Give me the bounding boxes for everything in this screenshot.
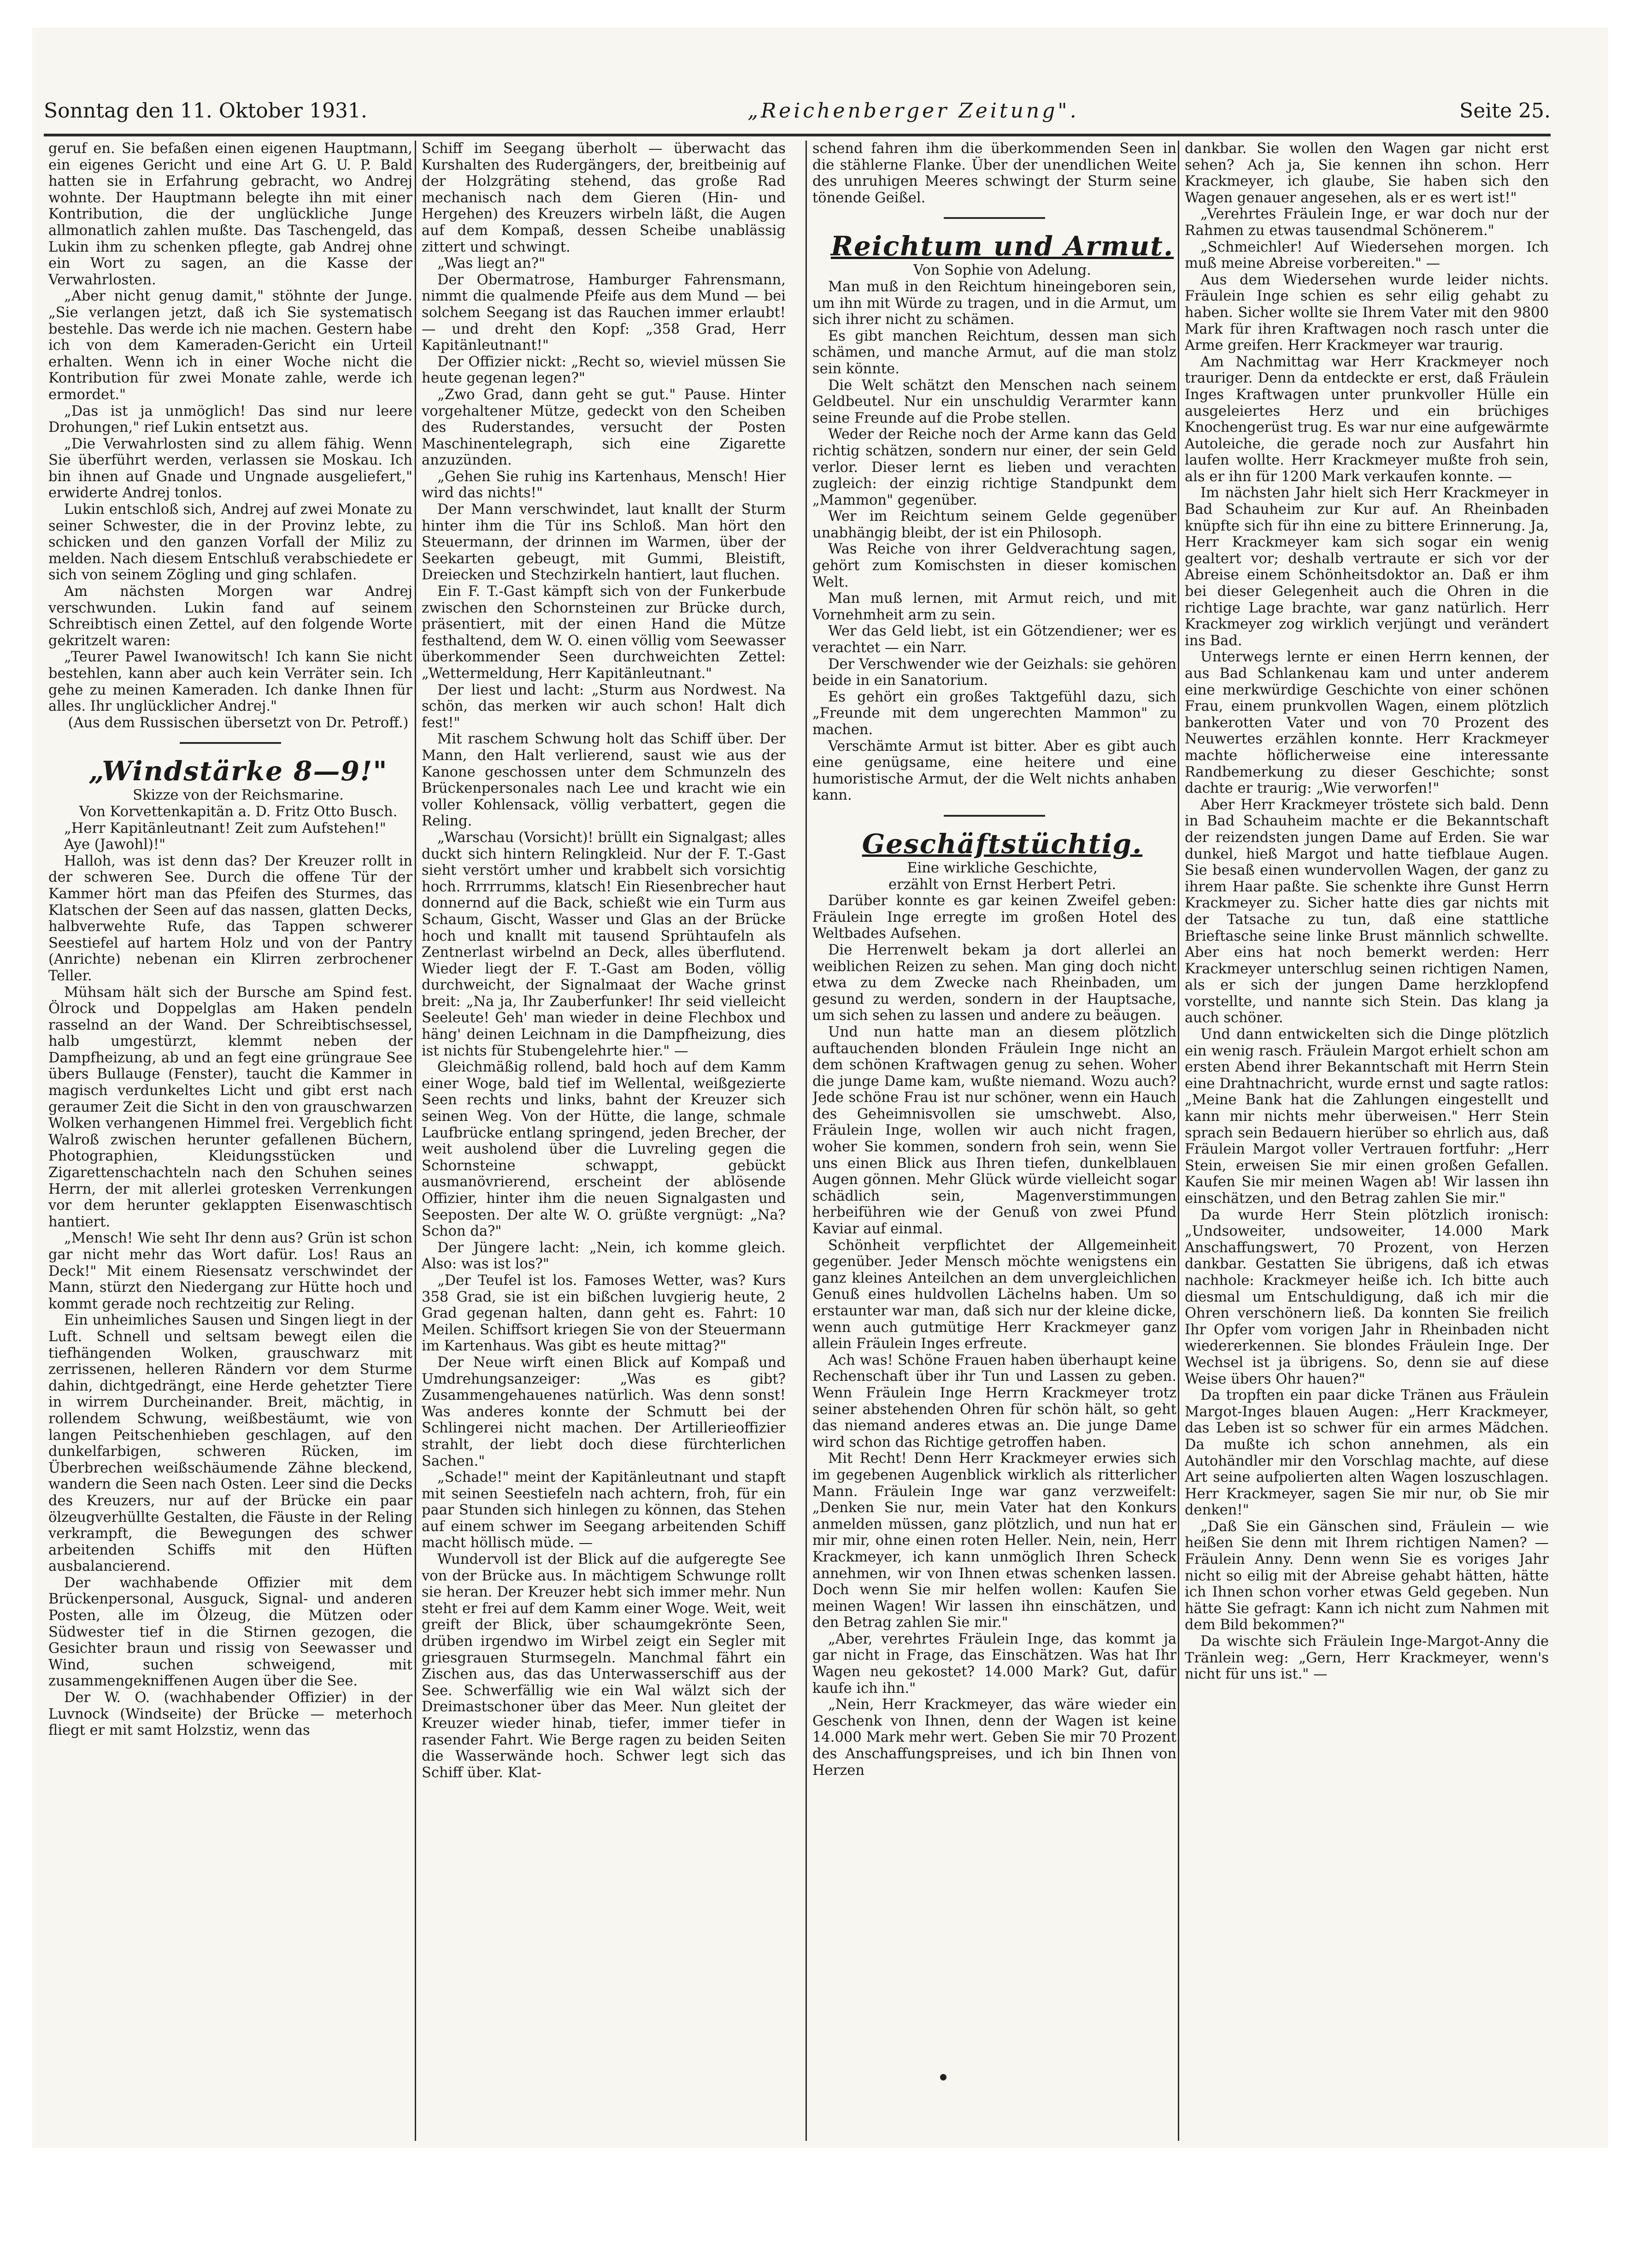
paragraph: Der liest und lacht: „Sturm aus Nordwest. Na schön, das merken wir auch schon! Halt dich fest!" bbox=[422, 682, 786, 731]
paragraph: Weder der Reiche noch der Arme kann das Geld richtig schätzen, sondern nur einer, der sein Geld verlor. Dieser lernt es lieben und verachten zugleich: der einzig richtige Standpunkt dem „Mammon" gegenüber. bbox=[812, 426, 1176, 508]
paragraph: Am nächsten Morgen war Andrej verschwunden. Lukin fand auf seinem Schreibtisch einen Zettel, auf den folgende Worte gekritzelt waren: bbox=[48, 583, 412, 649]
column-rule bbox=[1178, 141, 1179, 2141]
paragraph: „Der Teufel ist los. Famoses Wetter, was? Kurs 358 Grad, sie ist ein bißchen luvgierig heute, 2 Grad gegenan halten, dann geht es. Fahrt: 10 Meilen. Schiffsort kriegen Sie von der Steuermann im Kartenhaus. Was gibt es heute mittag?" bbox=[422, 1272, 786, 1355]
paragraph: Der Jüngere lacht: „Nein, ich komme gleich. Also: was ist los?" bbox=[422, 1239, 786, 1273]
article-reichtum-und-armut bbox=[812, 230, 1176, 804]
section-divider bbox=[944, 815, 1045, 817]
paragraph: Verschämte Armut ist bitter. Aber es gibt auch eine genügsame, eine heitere und eine humoristische Armut, der die Welt nichts anhaben kann. bbox=[812, 738, 1176, 804]
newspaper-title: „Reichenberger Zeitung". bbox=[747, 99, 1079, 123]
paragraph: „Schade!" meint der Kapitänleutnant und stapft mit seinen Seestiefeln nach achtern, froh, für ein paar Stunden sich hinlegen zu können, das Stehen auf einem schwer im Seegang arbeitenden Schiff macht höllisch müde. — bbox=[422, 1469, 786, 1551]
paragraph: „Warschau (Vorsicht)! brüllt ein Signalgast; alles duckt sich hintern Relingkleid. Nur der F. T.-Gast sieht verstört umher und krabbelt sich vorsichtig hoch. Rrrrrumms, klatsch! Ein Riesenbrecher haut donnernd auf die Back, schießt wie ein Turm aus Schaum, Gischt, Wasser und Glas an der Brücke hoch und knallt mit tausend Sprühtaufeln als Zentnerlast wirbelnd an Deck, alles überflutend. Wieder liegt der F. T.-Gast am Boden, völlig durchweicht, der Signalmaat der Wache grinst breit: „Na ja, Ihr Zauberfunker! Ihr seid vielleicht Seeleute! Geh' man wieder in deine Flechbox und häng' deinen Leichnam in die Dampfheizung, dies ist nichts für Stubengelehrte hier." — bbox=[422, 829, 786, 1059]
paragraph: Die Herrenwelt bekam ja dort allerlei an weiblichen Reizen zu sehen. Man ging doch nicht etwa zu dem Zwecke nach Rheinbaden, um gesund zu werden, sondern in der Hauptsache, um sich sehen zu lassen und andere zu beäugen. bbox=[812, 942, 1176, 1024]
paragraph: Mühsam hält sich der Bursche am Spind fest. Ölrock und Doppelglas am Haken pendeln rasselnd an der Wand. Der Schreibtischsessel, halb umgestürzt, klemmt neben der Dampfheizung, ab und an fegt eine grüngraue See übers Bullauge (Fenster), taucht die Kammer in magisch verdunkeltes Licht und gibt erst nach geraumer Zeit die Sicht in den von grauschwarzen Wolken verhangenen Himmel frei. Vergeblich ficht Walroß zwischen herunter gefallenen Büchern, Photographien, Kleidungsstücken und Zigarettenschachteln nach den Schuhen seines Herrn, der mit allerlei grotesken Verrenkungen vor dem herunter geklappten Eisenwaschtisch hantiert. bbox=[48, 984, 412, 1230]
paragraph: Schiff im Seegang überholt — überwacht das Kurshalten des Rudergängers, der, breitbeinig auf der Holzgräting stehend, das große Rad mechanisch nach dem Gieren (Hin- und Hergehen) des Kreuzers wirbeln läßt, die Augen auf dem Kompaß, dessen Scheibe unablässig zittert und schwingt. bbox=[422, 141, 786, 255]
page-number: Seite 25. bbox=[1459, 99, 1551, 123]
paragraph: „Was liegt an?" bbox=[437, 255, 546, 272]
paragraph: Der Offizier nickt: „Recht so, wieviel müssen Sie heute gegenan legen?" bbox=[422, 354, 786, 387]
paragraph: Und nun hatte man an diesem plötzlich auftauchenden blonden Fräulein Inge nicht an dem schönen Kraftwagen genug zu sehen. Woher die junge Dame kam, wußte niemand. Wozu auch? Jede schöne Frau ist nur schöner, wenn ein Hauch des Geheimnisvollen sie umschwebt. Also, Fräulein Inge, wollen wir auch nicht fragen, woher Sie kommen, sondern froh sein, wenn Sie uns einen Blick aus Ihren tiefen, dunkelblauen Augen gönnen. Mehr Glück würde vielleicht sogar schädlich sein, Magenverstimmungen herbeiführen wie der Genuß von zwei Pfund Kaviar auf einmal. bbox=[812, 1024, 1176, 1237]
paragraph: Der Obermatrose, Hamburger Fahrensmann, nimmt die qualmende Pfeife aus dem Mund — bei solchem Seegang ist das Rauchen immer erlaubt! — und dreht den Kopf: „358 Grad, Herr Kapitänleutnant!" bbox=[422, 271, 786, 354]
header-rule bbox=[44, 134, 1551, 136]
paragraph: Lukin entschloß sich, Andrej auf zwei Monate zu seiner Schwester, die in der Provinz lebte, zu schicken und den ganzen Vorfall der Miliz zu melden. Nach diesem Entschluß verabschiedete er sich von seinem Zögling und ging schlafen. bbox=[48, 501, 412, 583]
paragraph: Und dann entwickelten sich die Dinge plötzlich ein wenig rasch. Fräulein Margot erhielt schon am ersten Abend ihrer Bekanntschaft mit Herrn Stein eine Drahtnachricht, wurde ernst und sagte ratlos: „Meine Bank hat die Zahlungen eingestellt und kann mir nichts mehr überweisen." Herr Stein sprach sein Bedauern hierüber so ehrlich aus, daß Fräulein Margot voller Vertrauen fortfuhr: „Herr Stein, erweisen Sie mir einen großen Gefallen. Kaufen Sie mir meinen Wagen ab! Wir lassen ihn einschätzen, und den Betrag zahlen Sie mir." bbox=[1185, 1026, 1549, 1207]
column-1 bbox=[48, 141, 412, 2141]
paragraph: Wer das Geld liebt, ist ein Götzendiener; wer es verachtet — ein Narr. bbox=[812, 623, 1176, 656]
section-divider bbox=[944, 217, 1045, 219]
paragraph: Man muß in den Reichtum hineingeboren sein, um ihn mit Würde zu tragen, und in die Armut, um sich ihrer nicht zu schämen. bbox=[812, 278, 1176, 328]
paragraph: „Das ist ja unmöglich! Das sind nur leere Drohungen," rief Lukin entsetzt aus. bbox=[48, 403, 412, 436]
paragraph: Was Reiche von ihrer Geldverachtung sagen, gehört zum Komischsten in dieser komischen Welt. bbox=[812, 541, 1176, 590]
paragraph: „Teurer Pawel Iwanowitsch! Ich kann Sie nicht bestehlen, kann aber auch kein Verräter sein. Ich gehe zu meinen Kameraden. Ich danke Ihnen für alles. Ihr unglücklicher Andrej." bbox=[48, 649, 412, 715]
paragraph: schend fahren ihm die überkommenden Seen in die stählerne Flanke. Über der unendlichen Weite des unruhigen Meeres schwingt der Sturm seine tönende Geißel. bbox=[812, 141, 1176, 206]
paragraph: „Daß Sie ein Gänschen sind, Fräulein — wie heißen Sie denn mit Ihrem richtigen Namen? — Fräulein Anny. Denn wenn Sie es voriges Jahr nicht so eilig mit der Abreise gehabt hätten, hätte ich Ihnen schon vorher etwas Geld gegeben. Nun hätte Sie gefragt: Kann ich nicht zum Nahmen mit dem Bild bekommen?" bbox=[1185, 1518, 1549, 1633]
paragraph: Aye (Jawohl)!" bbox=[64, 837, 166, 853]
paragraph: „Aber nicht genug damit," stöhnte der Junge. „Sie verlangen jetzt, daß ich Sie systematisch bestehle. Das werde ich nie machen. Gestern habe ich von dem Kameraden-Gericht ein Urteil erhalten. Wenn ich in einer Woche nicht die Kontribution für zwei Monate zahle, werde ich ermordet." bbox=[48, 288, 412, 403]
article-geschaeftstuechtig bbox=[812, 828, 1176, 1779]
article-title: „Windstärke 8—9!" bbox=[88, 755, 388, 787]
column-rule bbox=[415, 141, 416, 2141]
paragraph: Der Neue wirft einen Blick auf Kompaß und Umdrehungsanzeiger: „Was es gibt? Zusammengehauenes natürlich. Was denn sonst! Was anderes konnte der Schmutt bei der Schlingerei nicht machen. Der Artilleriеoffizier strahlt, der liebt doch diese fürchterlichen Sachen." bbox=[422, 1354, 786, 1469]
paragraph: dankbar. Sie wollen den Wagen gar nicht erst sehen? Ach ja, Sie kennen ihn schon. Herr Krackmeyer, ich glaube, Sie haben sich den Wagen genauer angesehen, als er es wert ist!" bbox=[1185, 141, 1549, 206]
paragraph: Man muß lernen, mit Armut reich, und mit Vornehmheit arm zu sein. bbox=[812, 590, 1176, 623]
paragraph: „Verehrtes Fräulein Inge, er war doch nur der Rahmen zu etwas tausendmal Schönerem." bbox=[1185, 206, 1549, 239]
paragraph: Der W. O. (wachhabender Offizier) in der Luvnock (Windseite) der Brücke — meterhoch fliegt er mit samt Holzstiz, wenn das bbox=[48, 1690, 412, 1739]
paragraph: geruf en. Sie befaßen einen eigenen Hauptmann, ein eigenes Gericht und eine Art G. U. P. Bald hatten sie in Erfahrung gebracht, wo Andrej wohnte. Der Hauptmann belegte ihn mit einer Kontribution, die der unglückliche Junge allmonatlich zahlen mußte. Das Taschengeld, das Lukin ihm zu schenken pflegte, gab Andrej ohne ein Wort zu sagen, an die Kasse der Verwahrlosten. bbox=[48, 141, 412, 288]
section-divider bbox=[180, 742, 281, 744]
paragraph: Es gibt manchen Reichtum, dessen man sich schämen, und manche Armut, auf die man stolz sein könnte. bbox=[812, 328, 1176, 377]
paragraph: Es gehört ein großes Taktgefühl dazu, sich „Freunde mit dem ungerechten Mammon" zu machen. bbox=[812, 689, 1176, 738]
paragraph: „Nein, Herr Krackmeyer, das wäre wieder ein Geschenk von Ihnen, denn der Wagen ist keine 14.000 Mark mehr wert. Geben Sie mir 70 Prozent des Anschaffungspreises, und ich bin Ihnen von Herzen bbox=[812, 1697, 1176, 1779]
paragraph: Da wischte sich Fräulein Inge-Margot-Anny die Tränlein weg: „Gern, Herr Krackmeyer, wenn's nicht für uns ist." — bbox=[1185, 1633, 1549, 1683]
article-windstaerke bbox=[48, 755, 412, 1738]
paragraph: Da wurde Herr Stein plötzlich ironisch: „Undsoweiter, undsoweiter, 14.000 Mark Anschaffungswert, 70 Prozent, von Herzen dankbar. Gestatten Sie übrigens, daß ich etwas nachhole: Krackmeyer heiße ich. Ich bitte auch diesmal um Entschuldigung, daß ich mir die Ohren verschönern ließ. Da konnten Sie freilich Ihr Opfer vom vorigen Jahr in Rheinbaden nicht wiedererkennen. Sie blondes Fräulein Inge. Der Wechsel ist ja übrigens. So, denn sie auf diese Weise übers Ohr hauen?" bbox=[1185, 1207, 1549, 1387]
article-byline: Von Korvettenkapitän a. D. Fritz Otto Busch. bbox=[79, 803, 398, 820]
paragraph: Unterwegs lernte er einen Herrn kennen, der aus Bad Schlankenau kam und unter anderem eine merkwürdige Geschichte von einer schönen Frau, einem prunkvollen Wagen, einem plötzlich bankerotten Vater und von 70 Prozent des Neuwertes erzählen konnte. Herr Krackmeyer machte höflicherweise eine interessante Randbemerkung zu dieser Geschichte; sonst dachte er traurig: „Wie verworfen!" bbox=[1185, 649, 1549, 797]
column-3 bbox=[812, 141, 1176, 2141]
paragraph: „Schmeichler! Auf Wiedersehen morgen. Ich muß meine Abreise vorbereiten." — bbox=[1185, 239, 1549, 272]
paragraph: „Die Verwahrlosten sind zu allem fähig. Wenn Sie überführt werden, verlassen sie Moskau. Ich bin ihnen auf Gnade und Ungnade ausgeliefert," erwiderte Andrej tonlos. bbox=[48, 436, 412, 501]
paragraph: Am Nachmittag war Herr Krackmeyer noch trauriger. Denn da entdeckte er erst, daß Fräulein Inges Kraftwagen unter prunkvoller Hülle ein ausgeleiertes Herz und ein brüchiges Knochengerüst trug. Es war nur eine aufgewärmte Autoleiche, die gerade noch zur Ausfahrt hin laufen wollte. Herr Krackmeyer mußte froh sein, als er ihn für 1200 Mark verkaufen konnte. — bbox=[1185, 354, 1549, 485]
header-date: Sonntag den 11. Oktober 1931. bbox=[44, 99, 367, 123]
column-rule bbox=[805, 141, 807, 2141]
paragraph: Aber Herr Krackmeyer tröstete sich bald. Denn in Bad Schauheim machte er die Bekanntschaft der reizendsten jungen Dame auf Erden. Sie war dunkel, hieß Margot und hatte tiefblaue Augen. Sie besaß einen wundervollen Wagen, der ganz zu ihrem Haar paßte. Sie schenkte ihre Gunst Herrn Krackmeyer zu. Sicher hatte dies gar nichts mit der Tatsache zu tun, daß eine stattliche Brieftasche seine linke Brust männlich schwellte. Aber eins hat noch bemerkt werden: Herr Krackmeyer unterschlug seinen richtigen Namen, als er sich der jungen Dame herzklopfend vorstellte, und nannte sich Stein. Das klang ja auch schöner. bbox=[1185, 796, 1549, 1026]
paragraph: Im nächsten Jahr hielt sich Herr Krackmeyer in Bad Schauheim zur Kur auf. An Rheinbaden knüpfte sich für ihn eine zu bittere Erinnerung. Ja, Herr Krackmeyer kam sich sogar ein wenig gealtert vor; deshalb vertraute er sich vor der Abreise einem Schönheitsdoktor an. Daß er ihm bei dieser Gelegenheit auch die Ohren in die richtige Lage brachte, war ganz natürlich. Herr Krackmeyer zog wirklich verjüngt und verändert ins Bad. bbox=[1185, 485, 1549, 649]
article-story-end bbox=[48, 141, 412, 731]
paragraph: Der wachhabende Offizier mit dem Brückenpersonal, Ausguck, Signal- und anderen Posten, alle im Ölzeug, die Mützen oder Südwester tief in die Stirnen gezogen, die Gesichter braun und rissig von Seewasser und Wind, suchen schweigend, mit zusammengekniffenen Augen über die See. bbox=[48, 1574, 412, 1690]
column-2 bbox=[422, 141, 786, 2141]
paragraph: Aus dem Wiedersehen wurde leider nichts. Fräulein Inge schien es sehr eilig gehabt zu haben. Sicher wollte sie Ihrem Vater mit den 9800 Mark für ihren Kraftwagen noch rasch unter die Arme greifen. Herr Krackmeyer war traurig. bbox=[1185, 271, 1549, 354]
page-header bbox=[44, 99, 1551, 131]
article-byline: Von Sophie von Adelung. bbox=[913, 262, 1091, 279]
paragraph: Ach was! Schöne Frauen haben überhaupt keine Rechenschaft über ihr Tun und Lassen zu geben. Wenn Fräulein Inge Herrn Krackmeyer trotz seiner abstehenden Ohren für schön hält, so geht das niemand anderes etwas an. Die junge Dame wird schon das Richtige getroffen haben. bbox=[812, 1352, 1176, 1450]
paragraph: Wundervoll ist der Blick auf die aufgeregte See von der Brücke aus. In mächtigem Schwunge rollt sie heran. Der Kreuzer hebt sich immer mehr. Nun steht er frei auf dem Kamm einer Woge. Weit, weit greift der Blick, über schaumgekrönte Seen, drüben irgendwo im Wirbel zeigt ein Segler mit griesgrauen Sturmsegeln. Manchmal fährt ein Zischen aus, das das Unterwasserschiff aus der See. Schwerfällig wie ein Wal wälzt sich der Dreimastschoner über das Meer. Nun gleitet der Kreuzer wieder hinab, tiefer, immer tiefer in rasender Fahrt. Wie Berge ragen zu beiden Seiten die Wasserwände hoch. Schwer legt sich das Schiff über. Klat- bbox=[422, 1551, 786, 1781]
article-subtitle: Skizze von der Reichsmarine. bbox=[133, 787, 344, 804]
paragraph: „Aber, verehrtes Fräulein Inge, das kommt ja gar nicht in Frage, das Einschätzen. Was hat Ihr Wagen neu gekostet? 14.000 Mark? Gut, dafür kaufe ich ihn." bbox=[812, 1631, 1176, 1697]
paragraph: „Mensch! Wie seht Ihr denn aus? Grün ist schon gar nicht mehr das Wort dafür. Los! Raus an Deck!" Mit einem Riesensatz verschwindet der Mann, stürzt den Niedergang zur Hütte hoch und kommt gerade noch rechtzeitig zur Reling. bbox=[48, 1230, 412, 1312]
paragraph: Mit Recht! Denn Herr Krackmeyer erwies sich im gegebenen Augenblick wirklich als ritterlicher Mann. Fräulein Inge war ganz verzweifelt: „Denken Sie nur, mein Vater hat den Konkurs anmelden müssen, ganz plötzlich, und nun hat er mir mir, ohne einen roten Heller. Nein, nein, Herr Krackmeyer, ich kann unmöglich Ihren Scheck annehmen, wir von Ihnen etwas schenken lassen. Doch wenn Sie mir helfen wollen: Kaufen Sie meinen Wagen! Wir lassen ihn einschätzen, und den Betrag zahlen Sie mir." bbox=[812, 1450, 1176, 1631]
paragraph: „Gehen Sie ruhig ins Kartenhaus, Mensch! Hier wird das nichts!" bbox=[422, 468, 786, 501]
paragraph: Mit raschem Schwung holt das Schiff über. Der Mann, den Halt verlierend, saust wie aus der Kanone geschossen unter dem Schmunzeln des Brückenpersonales nach Lee und kracht wie ein voller Kohlensack, völlig verbattert, gegen die Reling. bbox=[422, 731, 786, 830]
paragraph: Schönheit verpflichtet der Allgemeinheit gegenüber. Jeder Mensch möchte wenigstens ein ganz kleines Anteilchen an dem unvergleichlichen Genuß eines huldvollen Lächelns haben. Um so erstaunter war man, daß sich nur der kleine dicke, wenn auch gutmütige Herr Krackmeyer ganz allein Fräulein Inges erfreute. bbox=[812, 1237, 1176, 1352]
paragraph: Halloh, was ist denn das? Der Kreuzer rollt in der schweren See. Durch die offene Tür der Kammer hört man das Pfeifen des Sturmes, das Klatschen der Seen auf das nassen, glatten Decks, halbverwehte Rufe, das Tappen schwerer Seestiefel auf hartem Holz und von der Pantry (Anrichte) nebenan ein Klirren zerbrochener Teller. bbox=[48, 853, 412, 984]
paragraph: Ein unheimliches Sausen und Singen liegt in der Luft. Schnell und seltsam bewegt eilen die tiefhängenden Wolken, grauschwarz mit zerrissenen, helleren Rändern vor dem Sturme dahin, dichtgedrängt, eine Herde gehetzter Tiere in wirrem Durcheinander. Breit, mächtig, in rollendem Schwung, weißbestäumt, wie von langen Peitschenhieben geschlagen, auf den dunkelfarbigen, schweren Rücken, im Überbrechen weißschäumende Zähne bleckend, wandern die Seen nach Osten. Leer sind die Decks des Kreuzers, nur auf der Brücke ein paar ölzeugverhüllte Gestalten, die Fäuste in der Reling verkrampft, die Bewegungen des schwer arbeitenden Schiffs mit den Hüften ausbalancierend. bbox=[48, 1312, 412, 1575]
paragraph: Die Welt schätzt den Menschen nach seinem Geldbeutel. Nur ein unschuldig Verarmter kann seine Freunde auf die Probe stellen. bbox=[812, 377, 1176, 426]
article-byline: erzählt von Ernst Herbert Petri. bbox=[888, 876, 1117, 893]
paragraph: Gleichmäßig rollend, bald hoch auf dem Kamm einer Woge, bald tief im Wellental, weißgezierte Seen rechts und links, bahnt der Kreuzer sich seinen Weg. Von der Hütte, die lange, schmale Laufbrücke entlang springend, jeden Brecher, der weit ausholend über die Luvreling gegen die Schornsteine schwappt, gebückt ausmanövrierend, erscheint der ablösende Offizier, hinter ihm die neuen Signalgasten und Seeposten. Der alte W. O. grüßte vergnügt: „Na? Schon da?" bbox=[422, 1059, 786, 1240]
article-subtitle: Eine wirkliche Geschichte, bbox=[907, 860, 1098, 876]
column-4 bbox=[1185, 141, 1549, 2141]
paragraph: Darüber konnte es gar keinen Zweifel geben: Fräulein Inge erregte im großen Hotel des Weltbades Aufsehen. bbox=[812, 893, 1176, 942]
paragraph: Ein F. T.-Gast kämpft sich von der Funkerbude zwischen den Schornsteinen zur Brücke durch, präsentiert, mit der einen Hand die Mütze festhaltend, dem W. O. einen völlig vom Seewasser überkommender Seen durchweichten Zettel: „Wettermeldung, Herr Kapitänleutnant." bbox=[422, 583, 786, 682]
paragraph: Da tropften ein paar dicke Tränen aus Fräulein Margot-Inges blauen Augen: „Herr Krackmeyer, das Leben ist so schwer für ein armes Mädchen. Da mußte ich schon annehmen, als ein Autohändler mir den Vorschlag machte, auf diese Art seine aufpolierten alten Wagen loszuschlagen. Herr Krackmeyer, sagen Sie mir nur, ob Sie mir denken!" bbox=[1185, 1387, 1549, 1519]
translation-credit: (Aus dem Russischen übersetzt von Dr. Petroff.) bbox=[68, 714, 409, 731]
paragraph: Der Verschwender wie der Geizhals: sie gehören beide in ein Sanatorium. bbox=[812, 656, 1176, 689]
paragraph: Wer im Reichtum seinem Gelde gegenüber unabhängig bleibt, der ist ein Philosoph. bbox=[812, 508, 1176, 541]
paragraph: Der Mann verschwindet, laut knallt der Sturm hinter ihm die Tür ins Schloß. Man hört den Steuermann, der drinnen im Warmen, über der Seekarten gebeugt, mit Gummi, Bleistift, Dreiecken und Stechzirkeln hantiert, laut fluchen. bbox=[422, 501, 786, 583]
page-dot bbox=[940, 2074, 947, 2080]
paragraph: „Herr Kapitänleutnant! Zeit zum Aufstehen!" bbox=[64, 820, 386, 837]
paragraph: „Zwo Grad, dann geht se gut." Pause. Hinter vorgehaltener Mütze, gedeckt von den Scheiben des Ruderstandes, versucht der Posten Maschinentelegraph, sich eine Zigarette anzuzünden. bbox=[422, 386, 786, 469]
article-title: Geschäftstüchtig. bbox=[862, 828, 1143, 860]
article-title: Reichtum und Armut. bbox=[830, 230, 1174, 262]
